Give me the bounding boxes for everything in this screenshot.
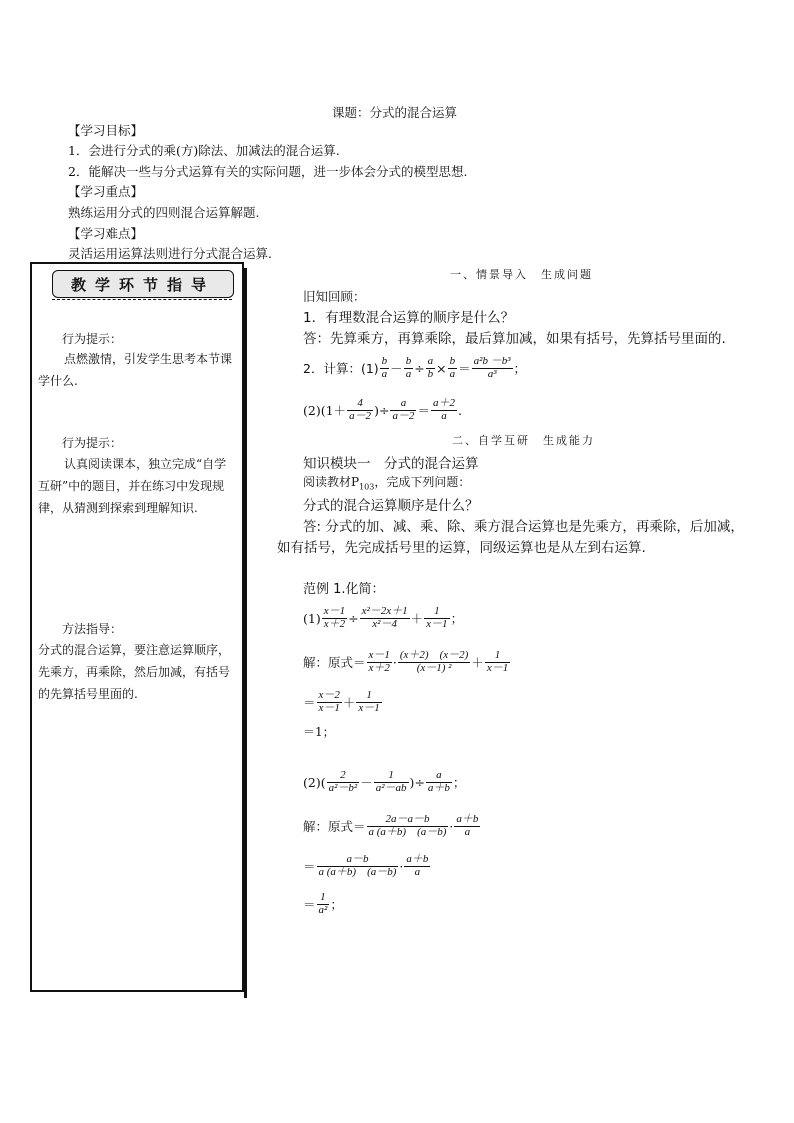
tip2-text: 认真阅读课本，独立完成“自学互研”中的题目，并在练习中发现规律，从猜测到探索到理解知识. <box>38 457 227 515</box>
frac-b-a-2: $\frac{b}{a}$ <box>405 354 412 380</box>
solution-1-step-2: ＝ x－2 x－1 ＋ 1 x－1 <box>303 688 380 714</box>
frac-b-a-3: $\frac{b}{a}$ <box>449 354 456 380</box>
example-part-2: (2) ( 2 a²－b² － 1 a²－ab ) ÷ $\frac{a}{a+b}$ ； <box>303 768 466 794</box>
frac-q2-result-1: a²b －b³ a³ <box>473 354 511 380</box>
answer-order-1: 答: 分式的加、减、乘、除、乘方混合运算也是先乘方，再乘除，后加减， <box>303 519 744 535</box>
solution-1-step-1: 解：原式＝ x－1 x＋2 · (x＋2) (x－2) (x－1) ² ＋ 1 x－1 <box>303 648 509 674</box>
banner-divider <box>52 299 232 300</box>
focus-text: 熟练运用分式的四则混合运算解题. <box>68 205 260 220</box>
frac-a-b: $\frac{a}{b}$ <box>427 354 434 380</box>
difficulty-label: 【学习难点】 <box>68 226 144 241</box>
solution-2-step-2: ＝ a－b a (a＋b) (a－b) · a＋b a <box>303 852 429 878</box>
answer-order-2: 如有括号，先完成括号里的运算，同级运算也是从左到右运算. <box>277 540 646 556</box>
solution-2-result: ＝ 1 a² ； <box>303 890 343 916</box>
tip3-label: 方法指导： <box>62 622 123 636</box>
example-part-1: (1) $\frac{x-1}{x+2}$ ÷ $\frac{\text{x²－2x＋1}}{\text{x²－4}}$ ＋ 1 x－1 ； <box>303 604 464 630</box>
focus-label: 【学习重点】 <box>68 184 144 199</box>
goal-2: 2．能解决一些与分式运算有关的实际问题，进一步体会分式的模型思想. <box>68 164 468 179</box>
q2-prefix: 2．计算：(1) <box>303 361 379 376</box>
section2-heading: 二、自学互研 生成能力 <box>452 434 595 447</box>
goals-label: 【学习目标】 <box>68 123 144 138</box>
sidebar-banner <box>52 270 234 298</box>
question-1: 1．有理数混合运算的顺序是什么？ <box>303 310 515 326</box>
question-order: 分式的混合运算顺序是什么？ <box>303 498 479 514</box>
reading-instruction: 阅读教材$P_{103}$，完成下列问题： <box>303 475 471 492</box>
page-title: 课题：分式的混合运算 <box>332 105 458 120</box>
frac-b-a: b a <box>381 354 388 380</box>
sidebar-banner-text: 教学环节指导 <box>70 275 215 294</box>
tip3-text: 分式的混合运算，要注意运算顺序，先乘方，再乘除，然后加减，有括号的先算括号里面的. <box>38 643 231 701</box>
solution-1-result: ＝1； <box>303 725 335 739</box>
solution-2-step-1: 解：原式＝ 2a－a－b a (a＋b) (a－b) · a＋b a <box>303 812 479 838</box>
question-2-part-2: (2) (1＋ 4 a－2 ) ÷ $\frac{a}{a-2}$ ＝ a＋2 a . <box>303 396 462 422</box>
review-label: 旧知回顾： <box>303 289 366 304</box>
example-label: 范例 1.化简： <box>303 582 385 597</box>
frac-4-a-2: 4 a－2 <box>349 396 372 422</box>
tip1-text: 点燃激情，引发学生思考本节课学什么. <box>38 352 233 388</box>
frac-a-a-2: $\frac{a}{a-2}$ <box>392 396 415 422</box>
frac-q2-result-2: a＋2 a <box>432 396 455 422</box>
section1-heading: 一、情景导入 生成问题 <box>450 268 593 281</box>
difficulty-text: 灵活运用运算法则进行分式混合运算. <box>68 246 272 261</box>
question-2-part-1: 2．计算：(1) b a － $\frac{b}{a}$ ÷ $\frac{a}{b}$ × $\frac{b}{a}$ ＝ a²b －b³ a³ ； <box>303 354 527 380</box>
tip1-label: 行为提示： <box>62 332 123 346</box>
goal-1: 1．会进行分式的乘(方)除法、加减法的混合运算. <box>68 143 340 158</box>
answer-1: 答：先算乘方，再算乘除，最后算加减，如果有括号，先算括号里面的. <box>303 331 726 347</box>
knowledge-module: 知识模块一 分式的混合运算 <box>303 456 479 472</box>
tip2-label: 行为提示： <box>62 436 123 450</box>
